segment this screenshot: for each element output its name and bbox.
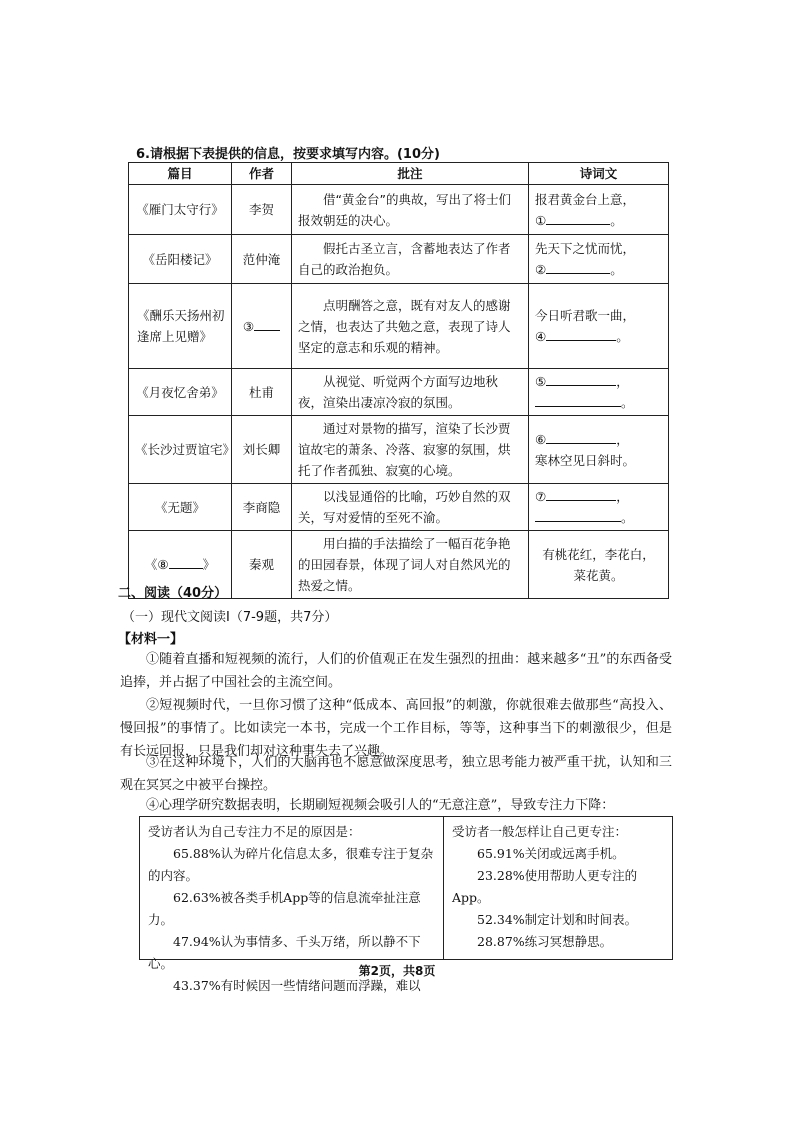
verse-line: 有桃花红，李花白， bbox=[542, 546, 655, 562]
answer-blank[interactable] bbox=[535, 392, 621, 407]
verse-line: 今日听君歌一曲， bbox=[535, 308, 636, 323]
row-note: 借“黄金台”的典故，写出了将士们报效朝廷的决心。 bbox=[292, 185, 529, 235]
verse-punct: 。 bbox=[616, 329, 629, 344]
row-note: 通过对景物的描写，渲染了长沙贾谊故宅的萧条、冷落、寂寥的氛围，烘托了作者孤独、寂寞的心境。 bbox=[292, 416, 529, 484]
row-author: 李商隐 bbox=[232, 484, 292, 531]
blank-number: ② bbox=[535, 262, 547, 277]
answer-blank[interactable] bbox=[546, 429, 616, 444]
survey-item: 28.87%练习冥想静思。 bbox=[477, 934, 613, 949]
row-verse bbox=[529, 185, 669, 235]
verse-punct: 。 bbox=[610, 212, 623, 228]
subsection-heading: （一）现代文阅读Ⅰ（7-9题，共7分） bbox=[122, 610, 338, 625]
verse-punct: 。 bbox=[621, 395, 634, 410]
survey-item: 23.28%使用帮助人更专注的App。 bbox=[452, 868, 638, 905]
survey-item: 52.34%制定计划和时间表。 bbox=[477, 912, 638, 927]
answer-blank[interactable] bbox=[535, 507, 621, 522]
page-footer: 第2页，共8页 bbox=[358, 964, 436, 978]
verse-line: 寒林空见日斜时。 bbox=[535, 452, 636, 468]
row-note: 用白描的手法描绘了一幅百花争艳的田园春景，体现了词人对自然风光的热爱之情。 bbox=[292, 531, 529, 599]
row-verse bbox=[529, 369, 669, 416]
table-row bbox=[129, 416, 669, 484]
question-6-title: 6.请根据下表提供的信息，按要求填写内容。(10分) bbox=[136, 147, 440, 162]
header-author: 作者 bbox=[232, 163, 292, 185]
table-row bbox=[129, 185, 669, 235]
row-author: 刘长卿 bbox=[232, 416, 292, 484]
verse-line: 报君黄金台上意， bbox=[535, 191, 636, 207]
blank-number: ⑤ bbox=[535, 374, 547, 389]
row-verse bbox=[529, 235, 669, 284]
answer-blank[interactable] bbox=[546, 259, 610, 274]
row-note: 从视觉、听觉两个方面写边地秋夜，渲染出凄凉冷寂的氛围。 bbox=[292, 369, 529, 416]
verse-line: 菜花黄。 bbox=[573, 567, 624, 583]
title-suffix: 》 bbox=[202, 557, 216, 572]
survey-left-head: 受访者认为自己专注力不足的原因是： bbox=[148, 824, 361, 839]
row-author: 秦观 bbox=[232, 531, 292, 599]
header-note: 批注 bbox=[292, 163, 529, 185]
row-title: 《长沙过贾谊宅》 bbox=[129, 416, 232, 484]
verse-punct: ， bbox=[616, 489, 629, 504]
paragraph-3: ③在这种环境下，人们的大脑再也不愿意做深度思考，独立思考能力被严重干扰，认知和三观在冥冥之中被平台操控。 bbox=[120, 755, 672, 793]
row-title: 《月夜忆舍弟》 bbox=[129, 369, 232, 416]
answer-blank[interactable] bbox=[546, 486, 616, 501]
paragraph-2: ②短视频时代，一旦你习惯了这种“低成本、高回报”的刺激，你就很难去做那些“高投入、慢回报”的事情了。比如读完一本书，完成一个工作目标，等等，这种事当下的刺激很少，但是有长远回报，只是我们却对这种事失去了兴趣。 bbox=[120, 698, 672, 759]
blank-number: ① bbox=[535, 212, 547, 228]
row-verse bbox=[529, 416, 669, 484]
table-row bbox=[129, 484, 669, 531]
row-note: 以浅显通俗的比喻，巧妙自然的双关，写对爱情的至死不渝。 bbox=[292, 484, 529, 531]
survey-item: 43.37%有时候因一些情绪问题而浮躁，难以 bbox=[173, 978, 421, 993]
row-verse bbox=[529, 284, 669, 369]
verse-punct: 。 bbox=[610, 262, 623, 277]
answer-blank[interactable] bbox=[546, 371, 616, 386]
row-note: 点明酬答之意，既有对友人的感谢之情，也表达了共勉之意，表现了诗人坚定的意志和乐观的精神。 bbox=[292, 284, 529, 369]
table-row bbox=[129, 369, 669, 416]
row-title: 《雁门太守行》 bbox=[129, 185, 232, 235]
verse-punct: ， bbox=[616, 431, 629, 447]
survey-right-head: 受访者一般怎样让自己更专注： bbox=[452, 824, 628, 839]
row-author: 李贺 bbox=[232, 185, 292, 235]
survey-item: 62.63%被各类手机App等的信息流牵扯注意力。 bbox=[148, 890, 421, 927]
header-verse: 诗词文 bbox=[529, 163, 669, 185]
table-row bbox=[129, 284, 669, 369]
row-verse bbox=[529, 531, 669, 599]
row-title: 《岳阳楼记》 bbox=[129, 235, 232, 284]
blank-number: ⑦ bbox=[535, 489, 547, 504]
survey-item: 65.88%认为碎片化信息太多，很难专注于复杂的内容。 bbox=[148, 846, 434, 883]
blank-number: ③ bbox=[242, 318, 255, 334]
survey-item: 65.91%关闭或远离手机。 bbox=[477, 846, 625, 861]
material-label: 【材料一】 bbox=[118, 632, 184, 647]
blank-number: ⑥ bbox=[535, 431, 547, 447]
table-row bbox=[129, 235, 669, 284]
header-title: 篇目 bbox=[129, 163, 232, 185]
row-verse bbox=[529, 484, 669, 531]
blank-number: ④ bbox=[535, 329, 547, 344]
answer-blank[interactable] bbox=[546, 210, 610, 225]
section-heading: 二、阅读（40分） bbox=[118, 586, 228, 601]
verse-punct: ， bbox=[616, 374, 629, 389]
survey-item: 47.94%认为事情多、千头万绪，所以静不下心。 bbox=[148, 934, 421, 971]
paragraph-4: ④心理学研究数据表明，长期刷短视频会吸引人的“无意注意”，导致专注力下降： bbox=[146, 798, 615, 813]
verse-punct: 。 bbox=[621, 510, 634, 525]
verse-line: 先天下之忧而忧， bbox=[535, 241, 636, 256]
row-note: 假托古圣立言，含蓄地表达了作者自己的政治抱负。 bbox=[292, 235, 529, 284]
row-title: 《酬乐天扬州初逢席上见赠》 bbox=[129, 284, 232, 369]
answer-blank[interactable] bbox=[254, 316, 280, 331]
table-header-row bbox=[129, 163, 669, 185]
row-author: 杜甫 bbox=[232, 369, 292, 416]
row-author bbox=[232, 284, 292, 369]
answer-blank[interactable] bbox=[169, 554, 203, 569]
answer-blank[interactable] bbox=[546, 326, 616, 341]
poem-table bbox=[128, 162, 669, 599]
paragraph-1: ①随着直播和短视频的流行，人们的价值观正在发生强烈的扭曲：越来越多“丑”的东西备受追捧，并占据了中国社会的主流空间。 bbox=[120, 652, 672, 690]
row-title: 《无题》 bbox=[129, 484, 232, 531]
blank-number: 《⑧ bbox=[144, 557, 169, 572]
row-author: 范仲淹 bbox=[232, 235, 292, 284]
survey-right bbox=[444, 817, 672, 959]
